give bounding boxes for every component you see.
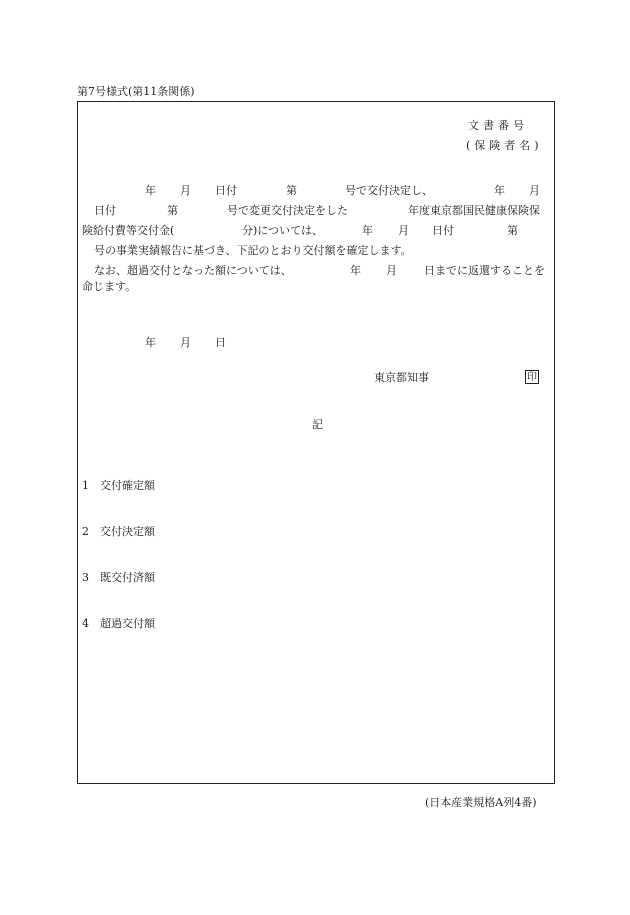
body-text-2: 号で変更交付決定をした — [227, 204, 348, 217]
body-text-1: 号で交付決定し、 — [345, 184, 433, 197]
day-1: 日付 — [215, 184, 237, 197]
item-label: 交付決定額 — [100, 525, 155, 538]
month-3: 月 — [398, 224, 409, 237]
year-1: 年 — [145, 184, 156, 197]
paper-size-note: (日本産業規格A列4番) — [425, 796, 537, 809]
issue-year: 年 — [145, 336, 156, 349]
ki-heading: 記 — [312, 418, 323, 431]
document-number-label: 文書番号 — [468, 119, 528, 132]
item-number: 3 — [82, 571, 89, 584]
issue-day: 日 — [215, 336, 226, 349]
form-number: 第7号様式(第11条関係) — [77, 85, 195, 98]
body-text-5: 分)については、 — [242, 224, 324, 237]
seal-mark: 印 — [527, 372, 537, 383]
body-line-4: 号の事業実績報告に基づき、下記のとおり交付額を確定します。 — [94, 244, 412, 257]
body-text-3: 年度東京都国民健康保険保 — [408, 204, 540, 217]
item-label: 既交付済額 — [100, 571, 155, 584]
day-2: 日付 — [94, 204, 116, 217]
item-label: 交付確定額 — [100, 479, 155, 492]
governor-title: 東京都知事 — [374, 371, 429, 384]
year-3: 年 — [362, 224, 373, 237]
year-2: 年 — [494, 184, 505, 197]
item-label: 超過交付額 — [100, 617, 155, 630]
month-4: 月 — [386, 264, 397, 277]
month-2: 月 — [529, 184, 540, 197]
body-text-4: 険給付費等交付金( — [82, 224, 175, 237]
body-text-7: 日までに返還することを — [424, 264, 545, 277]
number-1: 第 — [286, 184, 297, 197]
number-2: 第 — [167, 204, 178, 217]
insurer-name-label: (保険者名) — [466, 139, 543, 152]
year-4: 年 — [350, 264, 361, 277]
item-number: 1 — [82, 479, 89, 492]
month-1: 月 — [180, 184, 191, 197]
body-text-6: なお、超過交付となった額については、 — [94, 264, 292, 277]
day-3: 日付 — [432, 224, 454, 237]
item-number: 2 — [82, 525, 89, 538]
number-3: 第 — [507, 224, 518, 237]
body-line-6: 命じます。 — [82, 280, 137, 293]
item-number: 4 — [82, 617, 89, 630]
issue-month: 月 — [180, 336, 191, 349]
